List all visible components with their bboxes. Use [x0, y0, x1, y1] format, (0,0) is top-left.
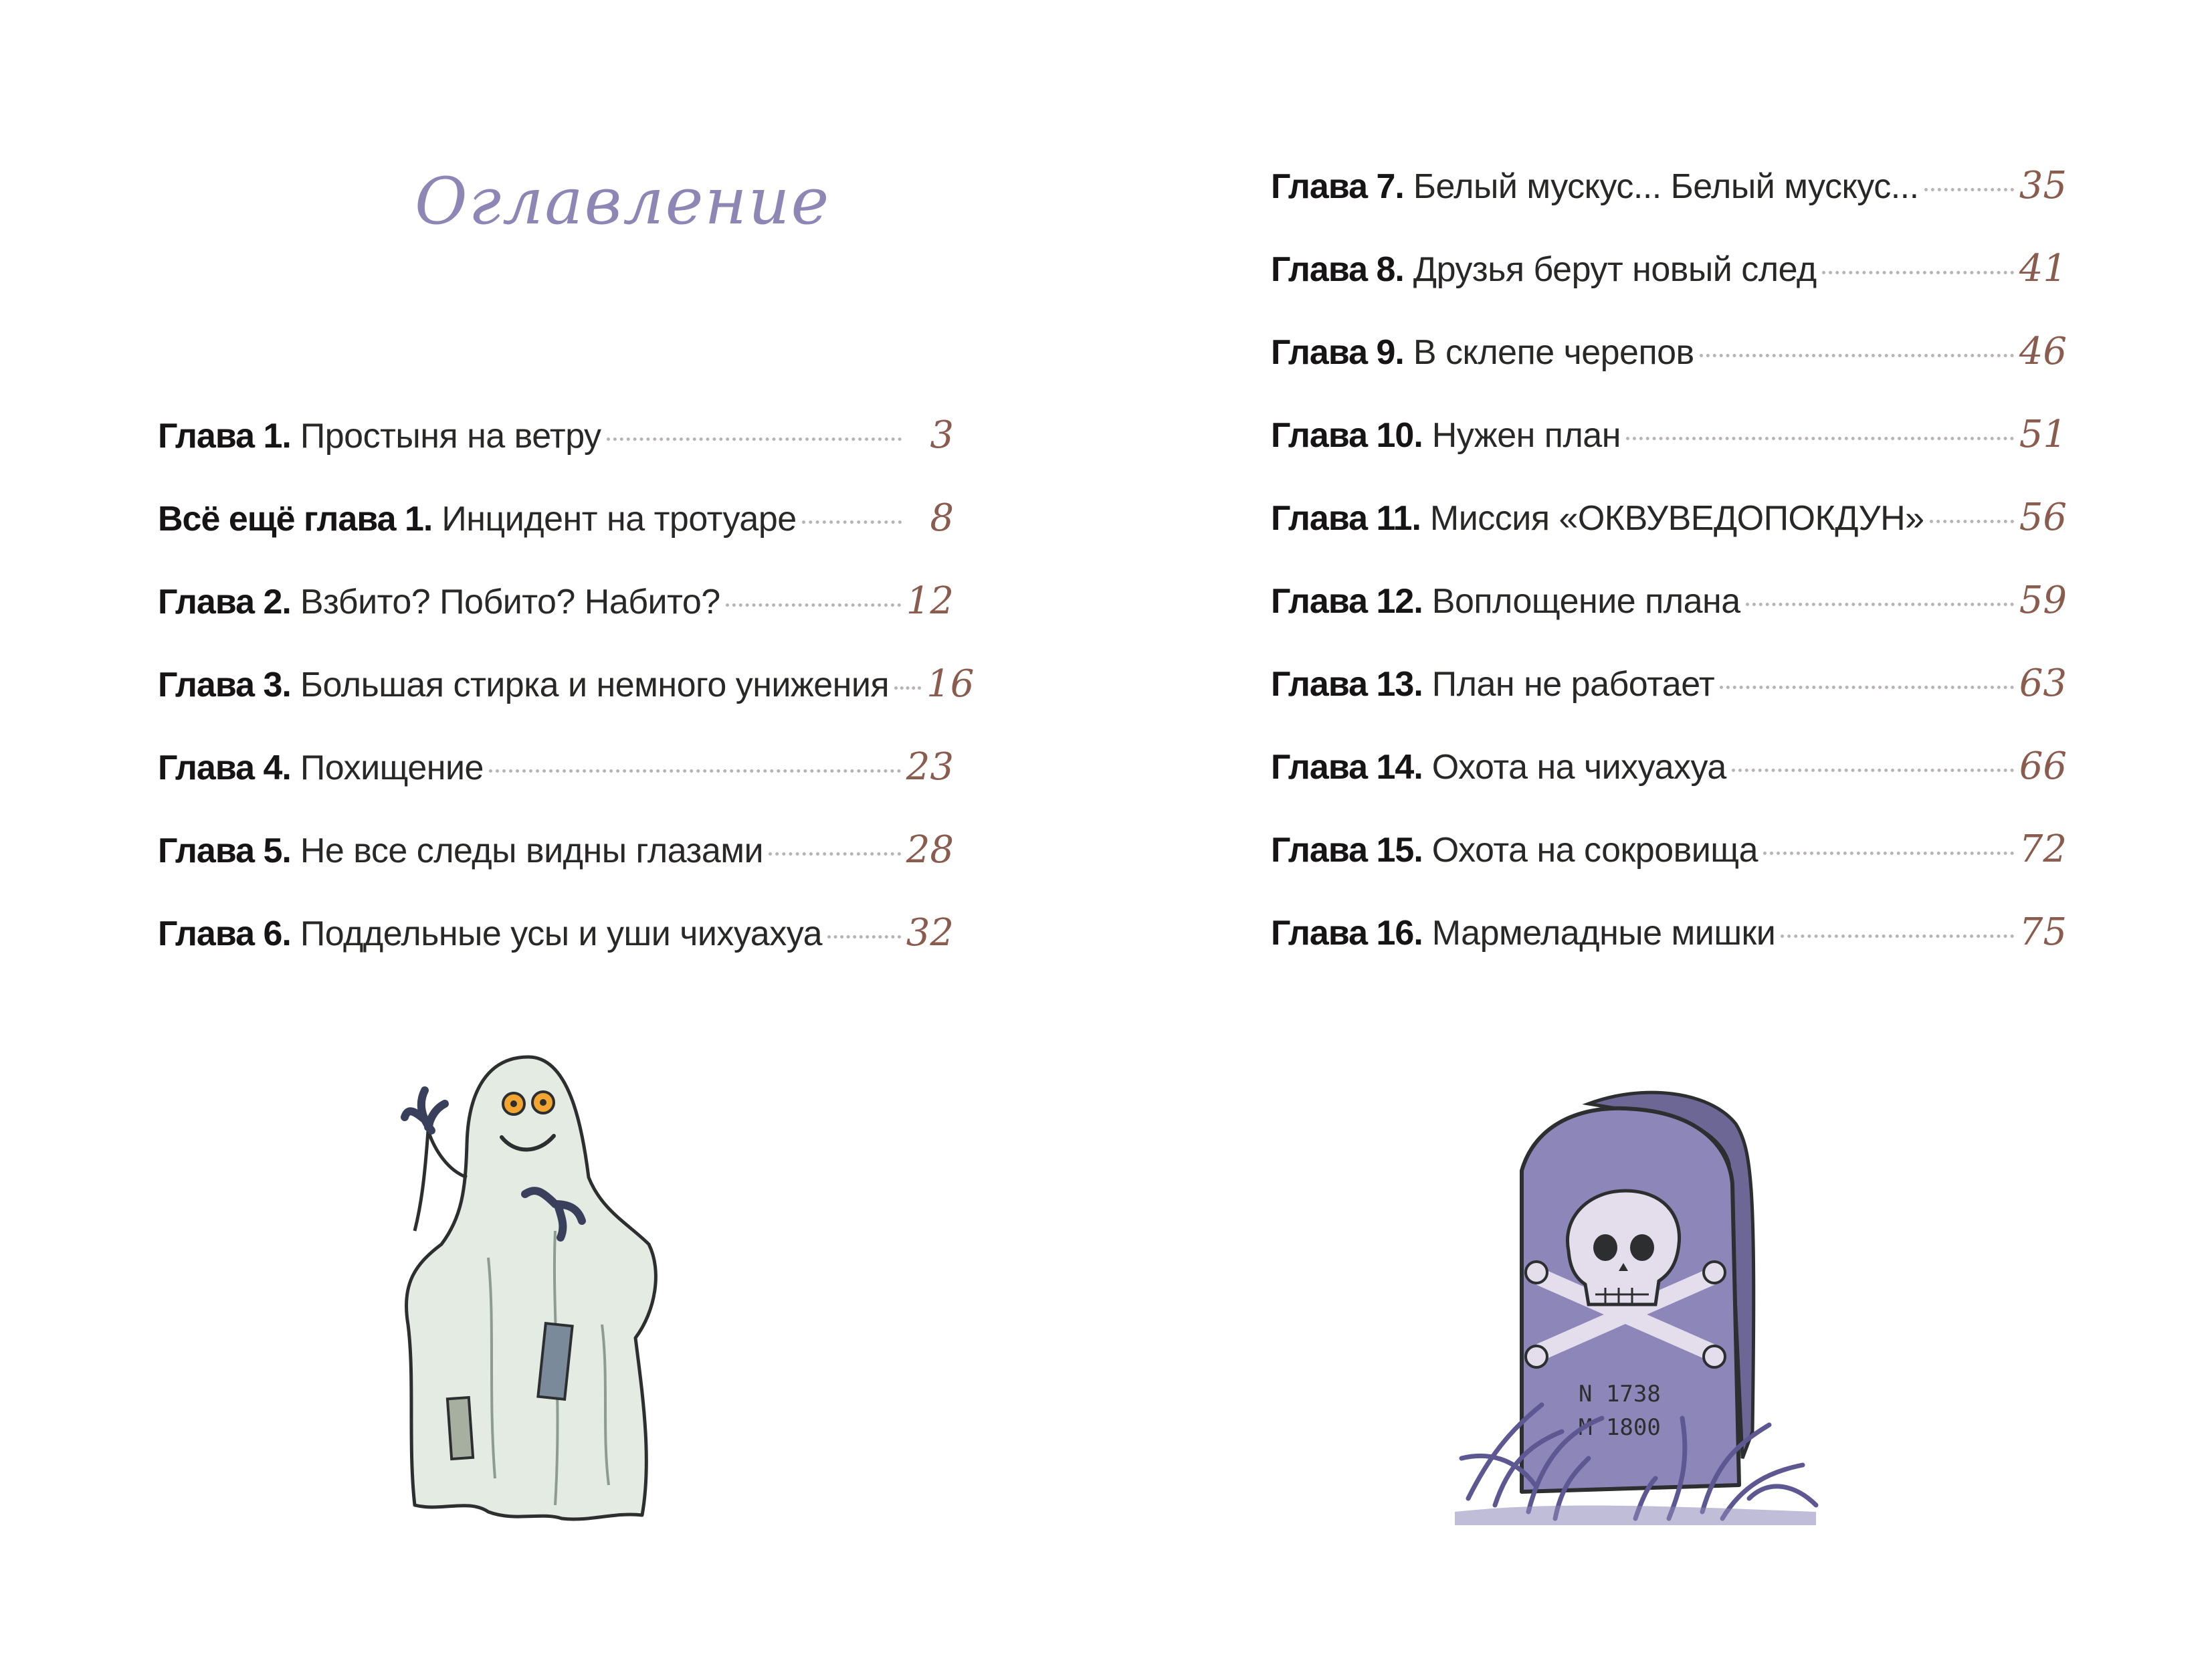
page-number: 3	[930, 413, 954, 457]
skull-eye	[1593, 1234, 1617, 1261]
chapter-title: Инцидент на тротуаре	[441, 500, 797, 539]
page-number: 63	[2019, 662, 2067, 705]
grass-base	[1455, 1506, 1816, 1525]
chapter-title: Мармеладные мишки	[1431, 914, 1776, 953]
page-number: 59	[2019, 579, 2067, 622]
chapter-label: Глава 1.	[158, 417, 291, 456]
ghost-illustration	[388, 1044, 669, 1525]
chapter-title: Воплощение плана	[1431, 582, 1740, 621]
toc-entry[interactable]	[1271, 662, 2067, 745]
dot-leader	[489, 769, 901, 773]
chapter-title: Большая стирка и немного унижения	[300, 666, 890, 704]
chapter-label: Глава 16.	[1271, 914, 1423, 953]
dot-leader	[1746, 603, 2014, 606]
page-number: 16	[926, 662, 975, 706]
chapter-label: Глава 2.	[158, 583, 291, 621]
toc-entry[interactable]	[1271, 579, 2067, 662]
toc-entry[interactable]	[158, 911, 954, 994]
tombstone-inscription-line2: M 1800	[1579, 1414, 1661, 1441]
dot-leader	[802, 520, 902, 524]
toc-entry[interactable]	[1271, 827, 2067, 910]
chapter-label: Глава 10.	[1271, 416, 1423, 455]
dot-leader	[1732, 769, 2014, 772]
toc-entry[interactable]	[1271, 413, 2067, 496]
toc-entry[interactable]	[158, 579, 954, 662]
chapter-title: Нужен план	[1431, 416, 1621, 455]
chapter-label: Глава 8.	[1271, 250, 1404, 289]
page-number: 35	[2019, 164, 2067, 207]
dot-leader	[827, 935, 901, 939]
toc-entry[interactable]	[158, 413, 954, 496]
chapter-label: Глава 11.	[1271, 499, 1421, 538]
page-number: 32	[906, 911, 954, 955]
dot-leader	[1763, 852, 2014, 855]
tombstone-inscription-line1: N 1738	[1579, 1381, 1661, 1407]
chapter-title: В склепе черепов	[1413, 333, 1694, 372]
chapter-title: Поддельные усы и уши чихуахуа	[300, 914, 823, 953]
chapter-title: Простыня на ветру	[300, 417, 601, 456]
toc-entry[interactable]	[1271, 330, 2067, 413]
dot-leader	[607, 437, 902, 441]
dot-leader	[1700, 354, 2014, 357]
dot-leader	[1720, 686, 2014, 689]
ghost-right-pupil	[540, 1099, 546, 1106]
toc-title: Оглавление	[415, 164, 831, 239]
toc-entry[interactable]	[158, 745, 954, 828]
page-number: 72	[2019, 827, 2067, 871]
dot-leader	[894, 686, 921, 690]
ghost-left-hand	[405, 1090, 445, 1131]
chapter-label: Глава 13.	[1271, 665, 1423, 704]
page-number: 23	[906, 745, 954, 789]
chapter-label: Всё ещё глава 1.	[158, 500, 433, 539]
dot-leader	[1781, 935, 2013, 938]
dot-leader	[1924, 188, 2014, 191]
chapter-label: Глава 3.	[158, 666, 291, 704]
page-number: 28	[906, 828, 954, 872]
skull-eye	[1630, 1234, 1654, 1261]
ghost-left-pupil	[510, 1100, 517, 1107]
toc-entry[interactable]	[1271, 745, 2067, 827]
toc-entry[interactable]	[1271, 164, 2067, 247]
toc-entry[interactable]	[1271, 247, 2067, 330]
chapter-label: Глава 15.	[1271, 831, 1423, 870]
toc-entry[interactable]	[158, 662, 975, 745]
page-number: 75	[2019, 910, 2067, 954]
chapter-label: Глава 9.	[1271, 333, 1404, 372]
chapter-title: Друзья берут новый след	[1413, 250, 1817, 289]
page-number: 46	[2019, 330, 2067, 373]
dot-leader	[1930, 520, 2014, 523]
chapter-title: Миссия «ОКВУВЕДОПОКДУН»	[1429, 499, 1924, 538]
bone-end	[1526, 1262, 1547, 1283]
toc-entry[interactable]	[158, 496, 954, 579]
chapter-label: Глава 7.	[1271, 167, 1404, 206]
toc-list-left	[158, 413, 975, 994]
page-number: 12	[906, 579, 954, 623]
chapter-title: Не все следы видны глазами	[300, 832, 764, 870]
right-page	[1106, 0, 2212, 1659]
toc-list-right	[1271, 164, 2067, 993]
page-number: 56	[2019, 496, 2067, 539]
ghost-patch	[447, 1397, 473, 1459]
page-number: 51	[2019, 413, 2067, 456]
ghost-sheet	[406, 1057, 656, 1519]
page-number: 66	[2019, 745, 2067, 788]
dot-leader	[726, 603, 901, 607]
page-number: 8	[930, 496, 954, 540]
toc-entry[interactable]	[1271, 496, 2067, 579]
dot-leader	[1822, 271, 2014, 274]
chapter-label: Глава 14.	[1271, 748, 1423, 787]
tombstone-illustration	[1448, 1084, 1823, 1525]
toc-entry[interactable]	[1271, 910, 2067, 993]
dot-leader	[769, 852, 901, 856]
chapter-title: Охота на чихуахуа	[1431, 748, 1726, 787]
bone-end	[1704, 1346, 1725, 1367]
chapter-label: Глава 4.	[158, 749, 291, 787]
chapter-title: Белый мускус... Белый мускус...	[1413, 167, 1919, 206]
chapter-label: Глава 5.	[158, 832, 291, 870]
bone-end	[1526, 1346, 1547, 1367]
chapter-label: Глава 6.	[158, 914, 291, 953]
bone-end	[1704, 1262, 1725, 1283]
chapter-label: Глава 12.	[1271, 582, 1423, 621]
page-number: 41	[2019, 247, 2067, 290]
toc-entry[interactable]	[158, 828, 954, 911]
chapter-title: Взбито? Побито? Набито?	[300, 583, 720, 621]
chapter-title: План не работает	[1431, 665, 1715, 704]
chapter-title: Похищение	[300, 749, 484, 787]
dot-leader	[1626, 437, 2014, 440]
chapter-title: Охота на сокровища	[1431, 831, 1758, 870]
